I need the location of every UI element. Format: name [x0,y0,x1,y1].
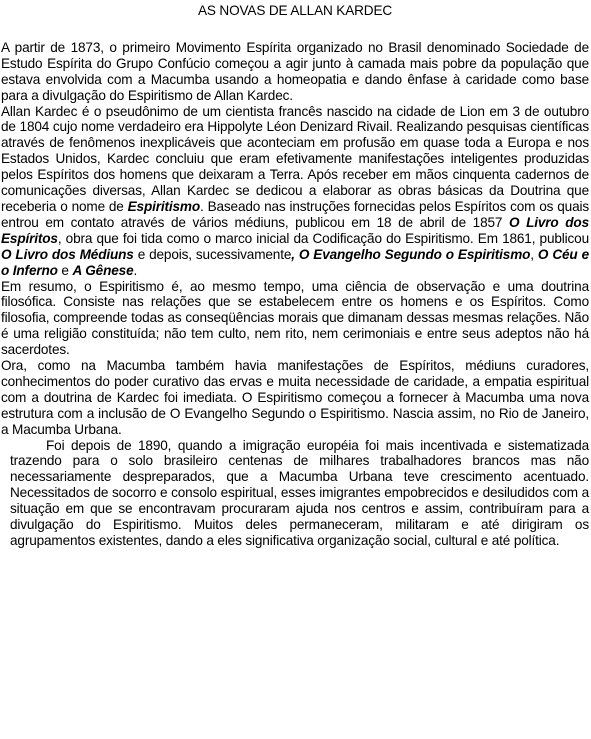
paragraph-2-text-f: e [57,262,73,278]
paragraph-5: Foi depois de 1890, quando a imigração européia foi mais incentivada e sistematizada trazendo para o solo brasileiro centenas de milhares trabalhadores brancos mas não necessariamente despreparados, que a Macumba Urbana teve crescimento acentuado. Necessitados de socorro e consolo espiritual, esses imigrantes empobrecidos e desiludidos com a situação em que se encontravam procuraram ajuda nos centros e assim, contribuíram para a divulgação do Espiritismo. Muitos deles permaneceram, militaram e até dirigiram os agrupamentos existentes, dando a eles significativa organização social, cultural e até política. [10,437,589,548]
paragraph-2-text-d: e depois, sucessivamente [133,246,292,262]
book-title-livro-dos-espiritos: O Livro dos Espíritos [1,214,589,246]
document-title: AS NOVAS DE ALLAN KARDEC [197,3,393,18]
book-title-livro-dos-mediuns: O Livro dos Médiuns [1,246,134,262]
term-espiritismo: Espiritismo [127,198,201,214]
book-title-a-genese: A Gênese [72,262,134,278]
paragraph-4: Ora, como na Macumba também havia manifestações de Espíritos, médiuns curadores, conhecimentos do poder curativo das ervas e muita necessidade de caridade, a empatia espiritual com a doutrina de Kardec foi imediata. O Espiritismo começou a fornecer à Macumba uma nova estrutura com a inclusão de O Evangelho Segundo o Espiritismo. Nascia assim, no Rio de Janeiro, a Macumba Urbana. [1,358,589,437]
book-title-evangelho: , O Evangelho Segundo o Espiritismo [291,246,531,262]
paragraph-2 [1,104,589,279]
paragraph-1: A partir de 1873, o primeiro Movimento Espírita organizado no Brasil denominado Sociedade de Estudo Espírita do Grupo Confúcio começou a agir junto à camada mais pobre da população que estava envolvida com a Macumba usando a homeopatia e dando ênfase à caridade como base para a divulgação do Espiritismo de Allan Kardec. [1,39,589,103]
book-title-ceu-e-inferno: O Céu e o Inferno [1,246,589,278]
title-spacer [1,19,589,40]
paragraph-2-text-e: , [530,246,538,262]
paragraph-2-text-a: Allan Kardec é o pseudônimo de um cientista francês nascido na cidade de Lion em 3 de outubro de 1804 cujo nome verdadeiro era Hippolyte Léon Denizard Rivail. Realizando pesquisas científicas através de fenômenos inexplicáveis que aconteciam em profusão em quase toda a Europa e nos Estados Unidos, Kardec concluiu que eram efetivamente manifestações inteligentes produzidas pelos Espíritos dos homens que deixaram a Terra. Após receber em mãos cinquenta cadernos de comunicações diversas, Allan Kardec se dedicou a elaborar as obras básicas da Doutrina que receberia o nome de [1,103,589,214]
paragraph-2-text-g: . [133,262,138,278]
paragraph-2-text-b: . Baseado nas instruções fornecidas pelos Espíritos com os quais entrou em contato através de vários médiuns, publicou em 18 de abril de 1857 [1,198,589,230]
paragraph-3: Em resumo, o Espiritismo é, ao mesmo tempo, uma ciência de observação e uma doutrina filosófica. Consiste nas relações que se estabelecem entre os homens e os Espíritos. Como filosofia, compreende todas as conseqüências morais que dimanam dessas mesmas relações. Não é uma religião constituída; não tem culto, nem rito, nem cerimoniais e entre seus adeptos não há sacerdotes. [1,278,589,358]
paragraph-2-text-c: , obra que foi tida como o marco inicial da Codificação do Espiritismo. Em 1861, publicou [57,230,589,246]
